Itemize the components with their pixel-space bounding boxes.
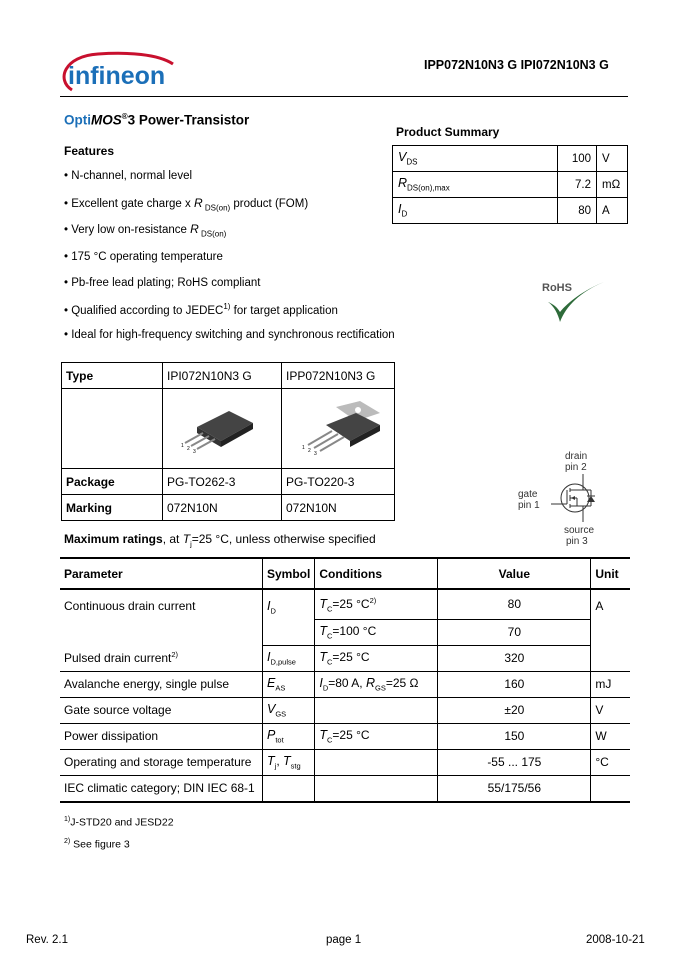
svg-text:pin 1: pin 1 — [518, 500, 540, 511]
type-label: Type — [62, 363, 163, 389]
table-row — [60, 749, 630, 775]
header-divider — [60, 96, 628, 97]
features-heading: Features — [64, 144, 115, 158]
title-mos: MOS — [91, 112, 122, 128]
param-cell: Pulsed drain current$^{2)}$ — [60, 645, 263, 671]
marking-cell: 072N10N — [282, 495, 395, 521]
table-row — [60, 645, 630, 671]
package-image-row — [62, 389, 395, 469]
feature-item — [64, 222, 226, 238]
table-row — [60, 697, 630, 723]
title-reg: ® — [121, 112, 128, 121]
col-header-value: Value — [438, 558, 591, 589]
symbol-cell — [263, 775, 315, 802]
feature-subscript: DS(on) — [198, 229, 227, 239]
feature-text: product (FOM) — [230, 198, 309, 210]
heading-subscript: j — [190, 539, 192, 549]
package-cell: PG-TO262-3 — [163, 469, 282, 495]
package-image-cell — [163, 389, 282, 469]
svg-text:1: 1 — [302, 444, 305, 451]
package-row — [62, 469, 395, 495]
svg-text:source: source — [564, 525, 595, 536]
symbol-cell: $I_D$ — [263, 589, 315, 645]
condition-cell — [315, 697, 438, 723]
feature-symbol: R — [193, 196, 203, 210]
feature-item: • N-channel, normal level — [64, 170, 193, 182]
feature-text: for target application — [230, 304, 338, 317]
unit-cell — [591, 775, 630, 802]
mosfet-symbol — [515, 448, 615, 548]
max-ratings-heading — [64, 532, 376, 548]
summary-symbol: $R_{DS(on),max}$ — [393, 172, 558, 198]
heading-text: , at — [162, 532, 183, 546]
feature-item: • Pb-free lead plating; RoHS compliant — [64, 277, 261, 289]
svg-text:pin 2: pin 2 — [565, 462, 587, 473]
type-cell: IPP072N10N3 G — [282, 363, 395, 389]
footnote: $^{2)}$ See figure 3 — [64, 838, 130, 851]
value-cell: 55/175/56 — [438, 775, 591, 802]
summary-symbol: $V_{DS}$ — [393, 146, 558, 172]
type-row — [62, 363, 395, 389]
marking-label: Marking — [62, 495, 163, 521]
col-header-conditions: Conditions — [315, 558, 438, 589]
param-cell: Continuous drain current — [60, 589, 263, 645]
part-numbers: IPP072N10N3 G IPI072N10N3 G — [424, 58, 609, 72]
logo-text: infineon — [68, 62, 166, 90]
condition-cell — [315, 749, 438, 775]
package-image-cell — [282, 389, 395, 469]
rohs-check-icon — [540, 280, 606, 322]
value-cell: 160 — [438, 671, 591, 697]
symbol-cell: $T_j$, $T_{stg}$ — [263, 749, 315, 775]
table-row — [60, 775, 630, 802]
heading-text: =25 °C, unless otherwise specified — [191, 532, 376, 546]
value-cell: 150 — [438, 723, 591, 749]
mosfet-symbol-icon — [515, 448, 615, 548]
summary-row — [393, 198, 628, 224]
condition-cell: $T_C=25$ °C — [315, 723, 438, 749]
param-cell: Gate source voltage — [60, 697, 263, 723]
summary-unit: A — [597, 198, 628, 224]
svg-text:1: 1 — [181, 442, 184, 449]
type-table — [61, 362, 395, 521]
svg-text:gate: gate — [518, 489, 538, 500]
value-cell: ±20 — [438, 697, 591, 723]
revision: Rev. 2.1 — [26, 934, 68, 946]
condition-cell: $T_C=100$ °C — [315, 619, 438, 645]
heading-bold: Maximum ratings — [64, 532, 163, 546]
col-header-symbol: Symbol — [263, 558, 315, 589]
condition-cell — [315, 775, 438, 802]
col-header-unit: Unit — [591, 558, 630, 589]
heading-symbol: T — [182, 532, 191, 546]
feature-item — [64, 302, 338, 317]
feature-text: • Excellent gate charge x — [64, 198, 194, 210]
marking-cell: 072N10N — [163, 495, 282, 521]
param-cell: Operating and storage temperature — [60, 749, 263, 775]
summary-row — [393, 146, 628, 172]
feature-text: • Qualified according to JEDEC — [64, 304, 224, 317]
title-rest: 3 Power-Transistor — [127, 112, 250, 128]
feature-subscript: DS(on) — [202, 203, 231, 213]
table-row — [60, 671, 630, 697]
summary-symbol: $I_D$ — [393, 198, 558, 224]
summary-unit: V — [597, 146, 628, 172]
value-cell: 70 — [438, 619, 591, 645]
summary-value: 7.2 — [558, 172, 597, 198]
value-cell: -55 ... 175 — [438, 749, 591, 775]
to262-package-icon — [167, 399, 267, 459]
feature-symbol: R — [190, 222, 199, 236]
package-label: Package — [62, 469, 163, 495]
marking-row — [62, 495, 395, 521]
type-cell: IPI072N10N3 G — [163, 363, 282, 389]
summary-value: 80 — [558, 198, 597, 224]
empty-cell — [62, 389, 163, 469]
symbol-cell: $P_{tot}$ — [263, 723, 315, 749]
svg-text:2: 2 — [187, 445, 190, 452]
unit-cell: A — [591, 589, 630, 645]
footnote: $^{1)}$J-STD20 and JESD22 — [64, 816, 174, 829]
footnote-ref: 1) — [223, 302, 231, 311]
unit-cell: W — [591, 723, 630, 749]
rohs-logo — [540, 280, 606, 322]
feature-item: • Ideal for high-frequency switching and synchronous rectification — [64, 329, 395, 341]
title-opti: Opti — [64, 112, 91, 128]
table-row — [60, 723, 630, 749]
svg-text:pin 3: pin 3 — [566, 536, 588, 547]
to220-package-icon — [286, 399, 386, 459]
condition-cell: $T_C=25$ °C — [315, 645, 438, 671]
param-cell: IEC climatic category; DIN IEC 68-1 — [60, 775, 263, 802]
feature-item — [64, 196, 308, 212]
unit-cell: V — [591, 697, 630, 723]
table-header-row — [60, 558, 630, 589]
svg-text:2: 2 — [308, 447, 311, 454]
value-cell: 80 — [438, 589, 591, 619]
symbol-cell: $V_{GS}$ — [263, 697, 315, 723]
summary-row — [393, 172, 628, 198]
condition-cell: $I_D=80$ A, $R_{GS}=25$ Ω — [315, 671, 438, 697]
symbol-cell: $E_{AS}$ — [263, 671, 315, 697]
feature-item: • 175 °C operating temperature — [64, 251, 223, 263]
svg-text:3: 3 — [193, 448, 196, 455]
symbol-cell: $I_{D,pulse}$ — [263, 645, 315, 671]
svg-text:3: 3 — [314, 450, 317, 457]
summary-unit: mΩ — [597, 172, 628, 198]
page-number: page 1 — [326, 934, 362, 946]
unit-cell: °C — [591, 749, 630, 775]
param-cell: Power dissipation — [60, 723, 263, 749]
table-row — [60, 589, 630, 619]
product-title — [64, 112, 249, 128]
condition-cell: $T_C=25$ $^\circ C^{2)}$ — [315, 589, 438, 619]
svg-text:RoHS: RoHS — [542, 282, 572, 294]
infineon-logo — [58, 50, 176, 100]
value-cell: 320 — [438, 645, 591, 671]
unit-cell — [591, 645, 630, 671]
logo-graphic — [58, 50, 176, 100]
package-cell: PG-TO220-3 — [282, 469, 395, 495]
feature-text: • Very low on-resistance — [64, 224, 191, 236]
product-summary-table — [392, 145, 628, 224]
max-ratings-table — [60, 557, 630, 803]
product-summary-heading: Product Summary — [396, 125, 500, 139]
svg-text:drain: drain — [565, 451, 588, 462]
unit-cell: mJ — [591, 671, 630, 697]
summary-value: 100 — [558, 146, 597, 172]
date: 2008-10-21 — [586, 934, 645, 946]
param-cell: Avalanche energy, single pulse — [60, 671, 263, 697]
col-header-parameter: Parameter — [60, 558, 263, 589]
